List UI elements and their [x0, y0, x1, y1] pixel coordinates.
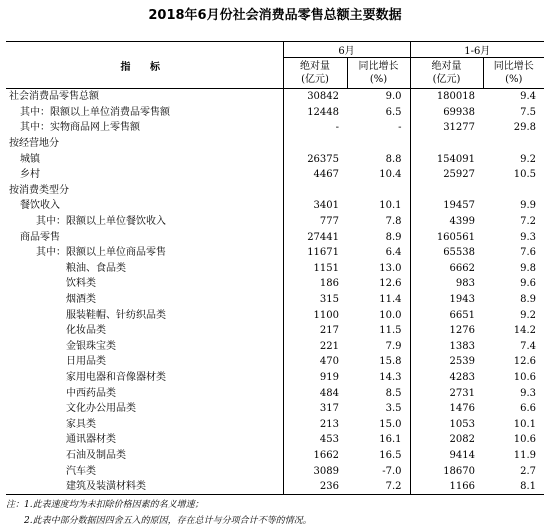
ytd-abs-header — [410, 58, 483, 89]
row-name: 社会消费品零售总额 — [9, 91, 99, 103]
month-yoy-value: 7.2 — [347, 479, 410, 495]
month-abs-value: 777 — [283, 214, 347, 230]
table-row — [6, 432, 544, 448]
table-row — [6, 339, 544, 355]
period-month-header: 6月 — [283, 42, 410, 58]
ytd-abs-value: 160561 — [410, 229, 483, 245]
table-row — [6, 479, 544, 495]
row-name: 其中：限额以上单位商品零售 — [36, 247, 166, 259]
ytd-yoy-value: 7.2 — [520, 216, 537, 228]
ytd-yoy-value: 6.6 — [520, 403, 537, 415]
table-row — [6, 307, 544, 323]
ytd-yoy-value — [483, 183, 544, 199]
month-yoy-value: 16.5 — [379, 449, 402, 461]
abs-unit: (亿元) — [301, 74, 329, 85]
month-yoy-value — [347, 136, 410, 152]
month-yoy-value: 6.4 — [385, 247, 402, 259]
row-name: 城镇 — [20, 153, 40, 165]
table-row — [6, 370, 544, 386]
row-name: 文化办公用品类 — [66, 403, 136, 415]
month-yoy-value: 11.5 — [379, 325, 402, 337]
table-row — [6, 416, 544, 432]
row-name: 其中：限额以上单位消费品零售额 — [20, 106, 170, 118]
table-body — [6, 89, 544, 495]
table-row — [6, 151, 544, 167]
ytd-abs-value: 180018 — [410, 89, 483, 105]
month-abs-value: 1151 — [283, 261, 347, 277]
ytd-yoy-value: 9.9 — [520, 200, 537, 212]
row-name: 汽车类 — [66, 465, 96, 477]
month-yoy-value: 8.9 — [385, 231, 402, 243]
ytd-yoy-value: 9.2 — [520, 309, 537, 321]
month-yoy-value: 13.0 — [379, 262, 402, 274]
row-name: 烟酒类 — [66, 294, 96, 306]
ytd-yoy-value: 2.7 — [520, 465, 537, 477]
month-yoy-value: -7.0 — [382, 465, 402, 477]
month-abs-value: 27441 — [283, 229, 347, 245]
ytd-yoy-value: 9.6 — [520, 278, 537, 290]
month-yoy-value: 10.4 — [379, 169, 402, 181]
abs-label: 绝对量 — [431, 61, 462, 72]
month-abs-value: 11671 — [283, 245, 347, 261]
ytd-yoy-value: 9.2 — [520, 153, 537, 165]
ytd-abs-value: 1166 — [410, 479, 483, 495]
month-abs-header — [283, 58, 347, 89]
ytd-abs-value: 9414 — [410, 448, 483, 464]
month-abs-value: 236 — [283, 479, 347, 495]
yoy-label: 同比增长 — [493, 61, 534, 72]
yoy-unit: (%) — [505, 74, 523, 85]
ytd-yoy-value: 9.8 — [520, 262, 537, 274]
month-abs-value: 1662 — [283, 448, 347, 464]
month-abs-value: - — [283, 120, 347, 136]
month-abs-value: 30842 — [283, 89, 347, 105]
row-name: 家用电器和音像器材类 — [66, 371, 166, 383]
table-row — [6, 385, 544, 401]
table-row — [6, 89, 544, 105]
footnote-1: 注：1.此表速度均为未扣除价格因素的名义增速； — [6, 500, 204, 510]
ytd-yoy-value: 11.9 — [513, 449, 537, 461]
ytd-yoy-value: 8.9 — [520, 294, 537, 306]
table-row — [6, 292, 544, 308]
table-row — [6, 167, 544, 183]
ytd-abs-value: 2082 — [410, 432, 483, 448]
row-name: 建筑及装潢材料类 — [6, 479, 283, 495]
table-row — [6, 183, 544, 199]
month-yoy-value: 9.0 — [385, 91, 402, 103]
table-row — [6, 105, 544, 121]
ytd-abs-value: 65538 — [410, 245, 483, 261]
ytd-abs-value: 1053 — [410, 416, 483, 432]
ytd-abs-value: 1476 — [410, 401, 483, 417]
row-name: 商品零售 — [20, 231, 60, 243]
ytd-yoy-value: 10.6 — [513, 434, 537, 446]
month-yoy-value: 12.6 — [379, 278, 402, 290]
month-abs-value: 919 — [283, 370, 347, 386]
month-abs-value — [283, 136, 347, 152]
table-row — [6, 276, 544, 292]
ytd-abs-value — [410, 136, 483, 152]
month-yoy-value: 7.9 — [385, 340, 402, 352]
ytd-yoy-value: 9.3 — [520, 231, 537, 243]
month-yoy-value: 8.5 — [385, 387, 402, 399]
month-abs-value: 470 — [283, 354, 347, 370]
month-abs-value: 186 — [283, 276, 347, 292]
month-yoy-value: 14.3 — [379, 371, 402, 383]
ytd-yoy-value: 10.6 — [513, 371, 537, 383]
ytd-yoy-value: 10.1 — [513, 418, 537, 430]
row-name: 按消费类型分 — [9, 184, 69, 196]
ytd-yoy-value: 9.4 — [520, 91, 537, 103]
month-abs-value: 213 — [283, 416, 347, 432]
month-yoy-value: 8.8 — [385, 153, 402, 165]
ytd-abs-value: 1943 — [410, 292, 483, 308]
table-row — [6, 323, 544, 339]
ytd-abs-value: 25927 — [410, 167, 483, 183]
row-name: 金银珠宝类 — [66, 340, 116, 352]
row-name: 其中：实物商品网上零售额 — [20, 122, 140, 134]
month-abs-value: 221 — [283, 339, 347, 355]
ytd-abs-value: 19457 — [410, 198, 483, 214]
month-abs-value: 453 — [283, 432, 347, 448]
row-name: 服装鞋帽、针纺织品类 — [66, 309, 166, 321]
ytd-abs-value: 1276 — [410, 323, 483, 339]
ytd-yoy-value: 7.4 — [520, 340, 537, 352]
ytd-abs-value: 154091 — [410, 151, 483, 167]
ytd-abs-value: 2731 — [410, 385, 483, 401]
row-name: 其中：限额以上单位餐饮收入 — [36, 216, 166, 228]
month-yoy-value: 6.5 — [385, 106, 402, 118]
ytd-yoy-value: 8.1 — [483, 479, 544, 495]
row-name: 饮料类 — [66, 278, 96, 290]
row-name: 石油及制品类 — [66, 449, 126, 461]
ytd-yoy-value: 29.8 — [513, 122, 537, 134]
month-yoy-value — [347, 183, 410, 199]
row-name: 乡村 — [20, 169, 40, 181]
table-row — [6, 354, 544, 370]
month-yoy-value: 15.8 — [379, 356, 402, 368]
row-name: 家具类 — [66, 418, 96, 430]
ytd-yoy-value: 9.3 — [520, 387, 537, 399]
table-row — [6, 136, 544, 152]
ytd-abs-value: 4399 — [410, 214, 483, 230]
data-table — [6, 41, 544, 495]
month-yoy-value: 11.4 — [379, 294, 402, 306]
table-row — [6, 198, 544, 214]
table-row — [6, 448, 544, 464]
period-ytd-header: 1-6月 — [410, 42, 544, 58]
table-header — [6, 42, 544, 89]
ytd-abs-value: 2539 — [410, 354, 483, 370]
month-abs-value — [283, 183, 347, 199]
month-abs-value: 4467 — [283, 167, 347, 183]
table-row — [6, 229, 544, 245]
month-abs-value: 484 — [283, 385, 347, 401]
table-row — [6, 463, 544, 479]
month-yoy-value: 15.0 — [379, 418, 402, 430]
row-name: 粮油、食品类 — [66, 262, 126, 274]
ytd-abs-value: 69938 — [410, 105, 483, 121]
ytd-yoy-value: 12.6 — [513, 356, 537, 368]
month-abs-value: 3401 — [283, 198, 347, 214]
yoy-label: 同比增长 — [358, 61, 399, 72]
month-abs-value: 3089 — [283, 463, 347, 479]
abs-unit: (亿元) — [432, 74, 461, 85]
footnote-2: 2.此表中部分数据因四舍五入的原因，存在总计与分项合计不等的情况。 — [24, 516, 312, 526]
ytd-abs-value — [410, 183, 483, 199]
ytd-abs-value: 6662 — [410, 261, 483, 277]
month-yoy-header — [347, 58, 410, 89]
ytd-yoy-value — [483, 136, 544, 152]
month-yoy-value: - — [398, 122, 402, 134]
indicator-header: 指 标 — [6, 42, 283, 89]
ytd-abs-value: 983 — [410, 276, 483, 292]
row-name: 通讯器材类 — [66, 434, 116, 446]
row-name: 中西药品类 — [66, 387, 116, 399]
month-abs-value: 217 — [283, 323, 347, 339]
table-row — [6, 245, 544, 261]
month-yoy-value: 16.1 — [379, 434, 402, 446]
page-title: 2018年6月份社会消费品零售总额主要数据 — [148, 8, 402, 23]
ytd-abs-value: 31277 — [410, 120, 483, 136]
month-abs-value: 1100 — [283, 307, 347, 323]
ytd-yoy-header — [483, 58, 544, 89]
yoy-unit: (%) — [369, 74, 388, 85]
row-name: 餐饮收入 — [20, 200, 60, 212]
month-yoy-value: 7.8 — [385, 216, 402, 228]
ytd-yoy-value: 7.5 — [520, 106, 537, 118]
row-name: 化妆品类 — [66, 325, 106, 337]
row-name: 日用品类 — [66, 356, 106, 368]
ytd-abs-value: 1383 — [410, 339, 483, 355]
month-abs-value: 317 — [283, 401, 347, 417]
month-abs-value: 315 — [283, 292, 347, 308]
row-name: 按经营地分 — [9, 138, 59, 150]
month-yoy-value: 10.0 — [379, 309, 402, 321]
table-row — [6, 261, 544, 277]
table-row — [6, 214, 544, 230]
month-abs-value: 26375 — [283, 151, 347, 167]
month-yoy-value: 10.1 — [379, 200, 402, 212]
footnotes — [6, 497, 312, 529]
ytd-abs-value: 18670 — [410, 463, 483, 479]
ytd-abs-value: 4283 — [410, 370, 483, 386]
ytd-abs-value: 6651 — [410, 307, 483, 323]
table-row — [6, 401, 544, 417]
ytd-yoy-value: 14.2 — [513, 325, 537, 337]
ytd-yoy-value: 7.6 — [520, 247, 537, 259]
abs-label: 绝对量 — [300, 61, 330, 72]
table-row — [6, 120, 544, 136]
ytd-yoy-value: 10.5 — [513, 169, 537, 181]
month-yoy-value: 3.5 — [385, 403, 402, 415]
month-abs-value: 12448 — [283, 105, 347, 121]
